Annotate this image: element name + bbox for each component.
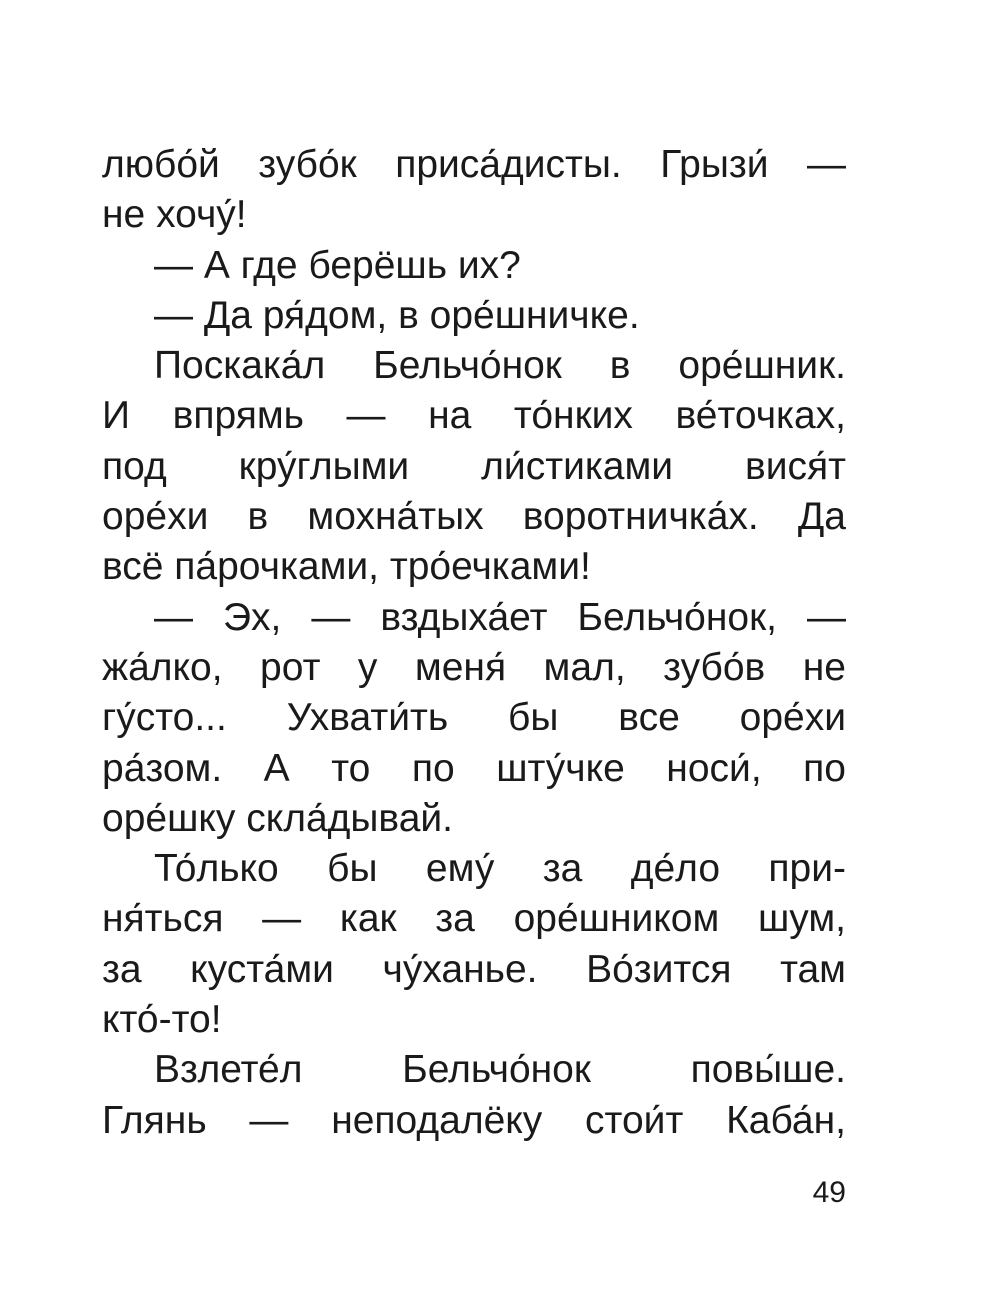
text-line: любо́й зубо́к приса́дисты. Грызи́ — <box>102 143 846 186</box>
text-line: под кру́глыми ли́стиками вися́т <box>102 444 846 488</box>
page-number: 49 <box>812 1176 846 1209</box>
text-line: ня́ться — как за оре́шником шум, <box>102 897 846 941</box>
text-line: жа́лко, рот у меня́ мал, зубо́в не <box>102 645 846 689</box>
text-line: кто́-то! <box>102 998 222 1042</box>
text-line: гу́сто... Ухвати́ть бы все оре́хи <box>102 696 846 740</box>
text-line: за куста́ми чу́ханье. Во́зится там <box>102 947 846 991</box>
text-line: И впрямь — на то́нких ве́точках, <box>102 394 846 438</box>
story-text <box>102 140 846 1146</box>
paragraph-start-line: То́лько бы ему́ за де́ло при- <box>154 847 846 891</box>
dialogue-line: — Эх, — вздыха́ет Бельчо́нок, — <box>154 595 846 639</box>
dialogue-line: — А где берёшь их? <box>154 243 521 287</box>
text-line: оре́хи в мохна́тых воротничка́х. Да <box>102 495 846 539</box>
text-line: оре́шку скла́дывай. <box>102 796 454 840</box>
text-line: Глянь — неподалёку стои́т Каба́н, <box>102 1098 846 1142</box>
paragraph-start-line: Взлете́л Бельчо́нок повы́ше. <box>154 1048 846 1092</box>
dialogue-line: — Да ря́дом, в оре́шничке. <box>154 293 640 337</box>
paragraph-start-line: Поскака́л Бельчо́нок в оре́шник. <box>154 344 846 388</box>
text-line: всё па́рочками, тро́ечками! <box>102 545 591 589</box>
text-line: не хочу́! <box>102 193 247 237</box>
text-line: ра́зом. А то по шту́чке носи́, по <box>102 746 846 790</box>
